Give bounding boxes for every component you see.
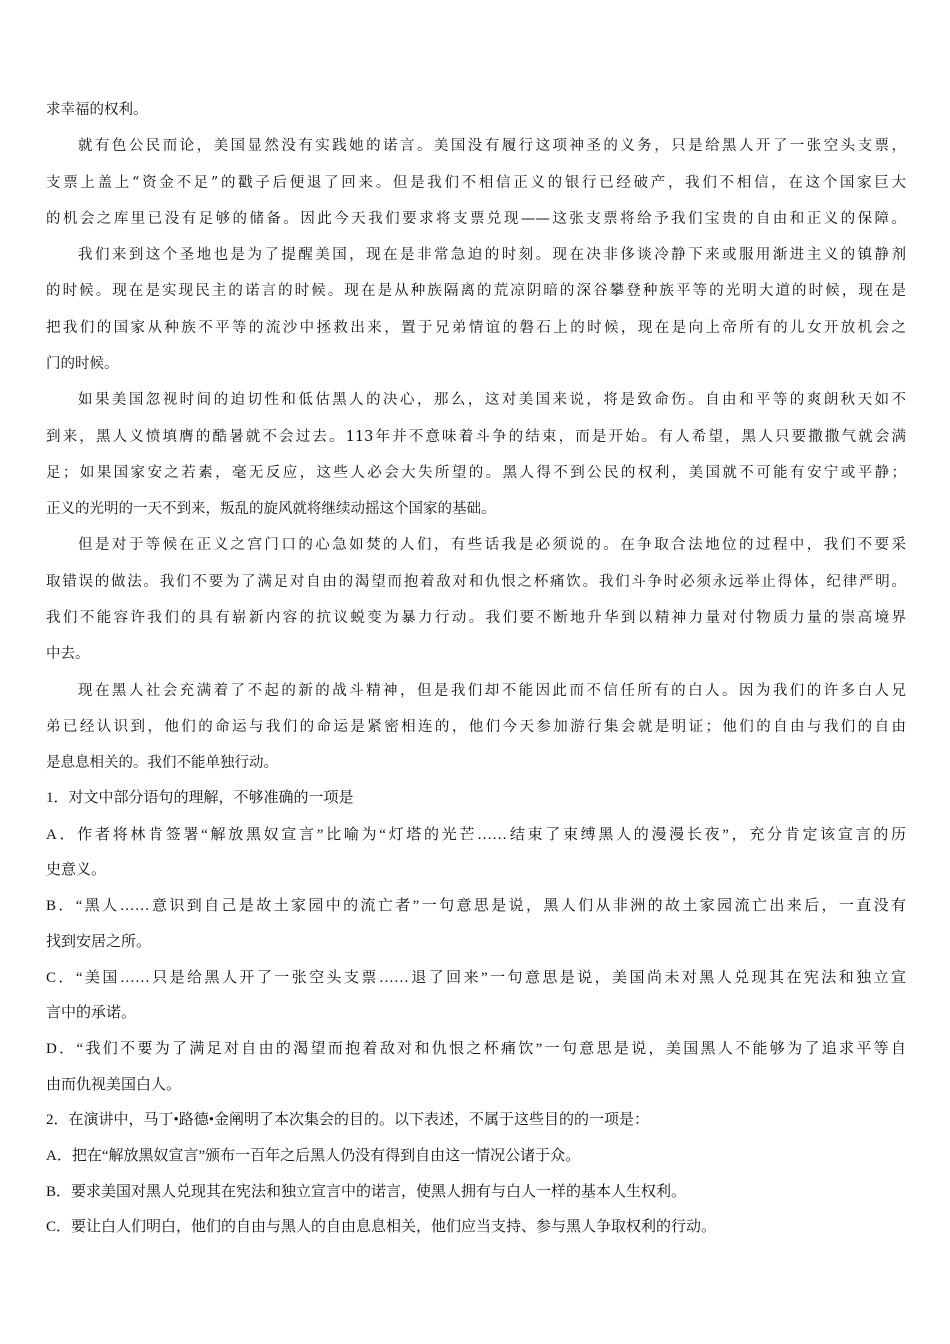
- passage-line: 足；如果国家安之若素，毫无反应，这些人必会大失所望的。黑人得不到公民的权利，美国就不可能有安宁或平静；: [46, 465, 906, 481]
- passage-line: 的时候。现在是实现民主的诺言的时候。现在是从种族隔离的荒凉阴暗的深谷攀登种族平等的光明大道的时候，现在是: [46, 283, 906, 299]
- question-1-option-c-cont: 言中的承诺。: [46, 1005, 137, 1021]
- question-1-option-c: C．“美国……只是给黑人开了一张空头支票……退了回来”一句意思是说，美国尚未对黑人兑现其在宪法和独立宣: [46, 970, 906, 986]
- question-1-option-a: A．作者将林肯签署“解放黑奴宣言”比喻为“灯塔的光芒……结束了束缚黑人的漫漫长夜”，充分肯定该宣言的历: [46, 827, 906, 843]
- question-1-option-a-cont: 史意义。: [46, 862, 107, 878]
- question-1-option-d: D．“我们不要为了满足对自由的渴望而抱着敌对和仇恨之杯痛饮”一句意思是说，美国黑人不能够为了追求平等自: [46, 1041, 906, 1057]
- passage-line: 现在黑人社会充满着了不起的新的战斗精神，但是我们却不能因此而不信任所有的白人。因为我们的许多白人兄: [78, 683, 906, 699]
- passage-line: 把我们的国家从种族不平等的流沙中拯救出来，置于兄弟情谊的磐石上的时候，现在是向上帝所有的儿女开放机会之: [46, 320, 906, 336]
- question-1-option-b: B．“黑人……意识到自己是故土家园中的流亡者”一句意思是说，黑人们从非洲的故土家园流亡出来后，一直没有: [46, 898, 906, 914]
- passage-line: 中去。: [46, 646, 90, 662]
- question-2-option-a: A．把在“解放黑奴宣言”颁布一百年之后黑人仍没有得到自由这一情况公诸于众。: [46, 1148, 581, 1164]
- passage-line: 支票上盖上“资金不足”的戳子后便退了回来。但是我们不相信正义的银行已经破产，我们不相信，在这个国家巨大: [46, 175, 906, 191]
- passage-line: 我们不能容许我们的具有崭新内容的抗议蜕变为暴力行动。我们要不断地升华到以精神力量对付物质力量的崇高境界: [46, 610, 906, 626]
- question-1-stem: 1．对文中部分语句的理解，不够准确的一项是: [46, 790, 354, 806]
- passage-line: 我们来到这个圣地也是为了提醒美国，现在是非常急迫的时刻。现在决非侈谈冷静下来或服用渐进主义的镇静剂: [78, 247, 906, 263]
- passage-line: 如果美国忽视时间的迫切性和低估黑人的决心，那么，这对美国来说，将是致命伤。自由和平等的爽朗秋天如不: [78, 392, 906, 408]
- passage-line: 就有色公民而论，美国显然没有实践她的诺言。美国没有履行这项神圣的义务，只是给黑人开了一张空头支票，: [78, 138, 906, 154]
- passage-line: 正义的光明的一天不到来，叛乱的旋风就将继续动摇这个国家的基础。: [46, 501, 496, 517]
- passage-line: 取错误的做法。我们不要为了满足对自由的渴望而抱着敌对和仇恨之杯痛饮。我们斗争时必须永远举止得体，纪律严明。: [46, 574, 906, 590]
- passage-line: 但是对于等候在正义之宫门口的心急如焚的人们，有些话我是必须说的。在争取合法地位的过程中，我们不要采: [78, 537, 906, 553]
- passage-line: 是息息相关的。我们不能单独行动。: [46, 755, 278, 771]
- question-2-stem: 2．在演讲中，马丁•路德•金阐明了本次集会的目的。以下表述，不属于这些目的的一项是：: [46, 1112, 650, 1128]
- passage-line: 门的时候。: [46, 356, 119, 372]
- question-1-option-b-cont: 找到安居之所。: [46, 934, 152, 950]
- passage-line: 求幸福的权利。: [46, 102, 148, 118]
- question-1-option-d-cont: 由而仇视美国白人。: [46, 1077, 182, 1093]
- passage-line: 到来，黑人义愤填膺的酷暑就不会过去。113年并不意味着斗争的结束，而是开始。有人希望，黑人只要撒撒气就会满: [46, 429, 906, 445]
- question-2-option-c: C．要让白人们明白，他们的自由与黑人的自由息息相关，他们应当支持、参与黑人争取权利的行动。: [46, 1219, 717, 1235]
- passage-line: 弟已经认识到，他们的命运与我们的命运是紧密相连的，他们今天参加游行集会就是明证；他们的自由与我们的自由: [46, 719, 906, 735]
- question-2-option-b: B．要求美国对黑人兑现其在宪法和独立宣言中的诺言，使黑人拥有与白人一样的基本人生权利。: [46, 1184, 687, 1200]
- passage-line: 的机会之库里已没有足够的储备。因此今天我们要求将支票兑现——这张支票将给予我们宝贵的自由和正义的保障。: [46, 211, 906, 227]
